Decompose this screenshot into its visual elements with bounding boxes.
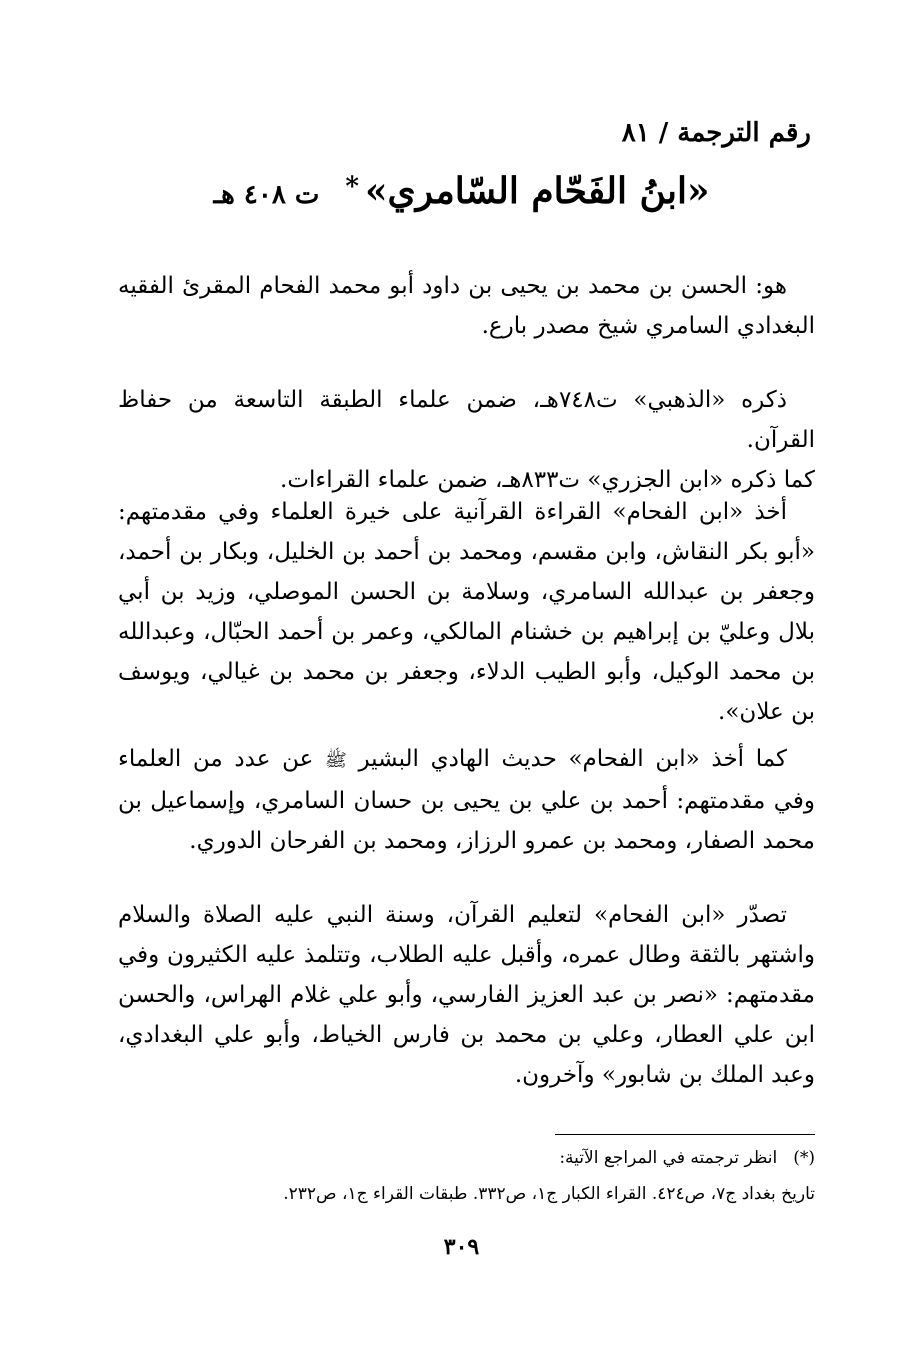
paragraph-text: أخذ «ابن الفحام» القراءة القرآنية على خيرة العلماء وفي مقدمتهم: «أبو بكر النقاش، وابن مقسم، ومحمد بن أحمد بن الخليل، وبكار بن أحمد، وجعفر بن عبدالله السامري، وسلامة بن الحسن الموصلي، وزيد بن أبي بلال وعليّ بن إبراهيم بن خشنام المالكي، وعمر بن أحمد الحبّال، وعبدالله بن محمد الوكيل، وأبو الطيب الدلاء، وجعفر بن محمد بن غيالي، ويوسف بن علان». [118,499,815,725]
paragraph-text-part: عن عدد من العلماء وفي مقدمتهم: أحمد بن علي بن يحيى بن حسان السامري، وإسماعيل بن محمد الصفار، ومحمد بن عمرو الرزاز، ومحمد بن الفرحان الدوري. [118,746,815,854]
footnote-mark: (*) [793,1148,815,1168]
paragraph-text [118,739,815,861]
death-year: ت ٤٠٨ هـ [213,180,320,210]
footnote-intro [118,1144,815,1172]
paragraph-hadith-teachers [118,739,815,861]
footnote-intro-text: انظر ترجمته في المراجع الآتية: [559,1148,778,1168]
paragraph-text-part: كما أخذ «ابن الفحام» حديث الهادي البشير [358,746,787,772]
paragraph-teachers [118,492,815,732]
page-number: ٣٠٩ [443,1234,480,1260]
title-name: «ابنُ الفَحّام السّامري» [364,170,710,212]
paragraph-mentions [118,380,815,500]
paragraph-text: تصدّر «ابن الفحام» لتعليم القرآن، وسنة النبي عليه الصلاة والسلام واشتهر بالثقة وطال عمره، وأقبل عليه الطلاب، وتتلمذ عليه الكثيرون وفي مقدمتهم: «نصر بن عبد العزيز الفارسي، وأبو علي غلام الهراس، والحسن ابن علي العطار، وعلي بن محمد بن فارس الخياط، وأبو علي البغدادي، وعبد الملك بن شابور» وآخرون. [118,902,815,1088]
honorific-ligature: ﷺ [325,750,347,771]
paragraph-students [118,895,815,1095]
footnote-divider [555,1134,815,1135]
paragraph-identity [118,266,815,346]
paragraph-text: ذكره «الذهبي» ت٧٤٨هـ، ضمن علماء الطبقة التاسعة من حفاظ القرآن. [118,387,815,453]
paragraph-text: كما ذكره «ابن الجزري» ت٨٣٣هـ، ضمن علماء القراءات. [280,467,815,493]
biography-title [0,170,923,212]
footnote-marker: * [345,172,359,202]
paragraph-text: هو: الحسن بن محمد بن يحيى بن داود أبو محمد الفحام المقرئ الفقيه البغدادي السامري شيخ مصدر بارع. [118,273,815,339]
entry-number: رقم الترجمة / ٨١ [621,118,811,148]
footnote-references: تاريخ بغداد ج٧، ص٤٢٤. القراء الكبار ج١، ص٣٣٢. طبقات القراء ج١، ص٢٣٢. [283,1184,815,1204]
